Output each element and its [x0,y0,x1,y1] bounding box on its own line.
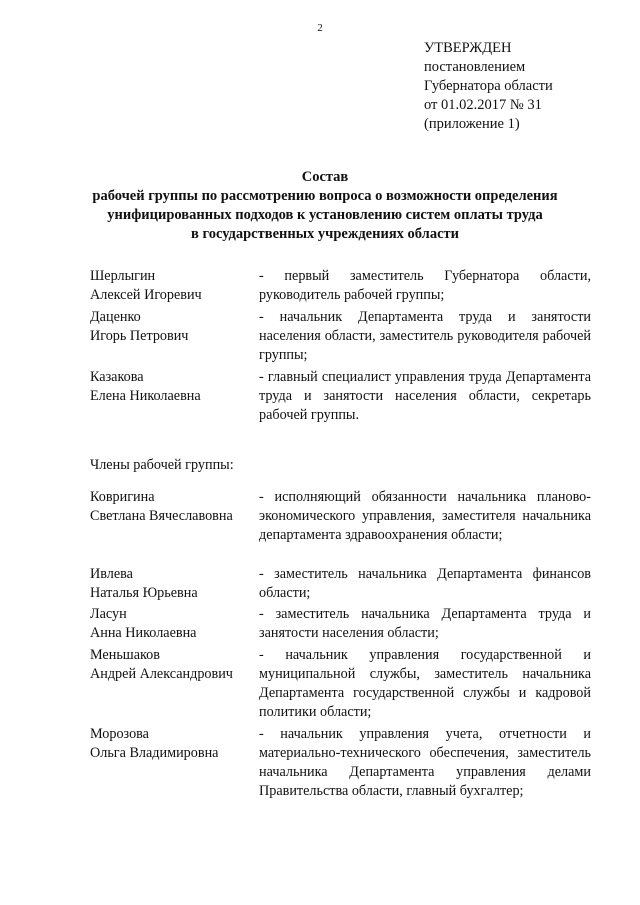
page-number: 2 [317,22,323,34]
title-line: Состав [301,169,349,185]
given-name: Елена Николаевна [90,388,201,404]
person-role: - заместитель начальника Департамента финансов области; [259,566,591,601]
given-name: Анна Николаевна [90,625,197,641]
approval-line: от 01.02.2017 № 31 [424,97,542,113]
title-line: в государственных учреждениях области [191,226,459,242]
given-name: Алексей Игоревич [90,287,202,303]
surname: Ивлева [90,566,133,582]
person-role: - исполняющий обязанности начальника планово-экономического управления, заместителя начальника департамента здравоохранения области; [259,489,591,543]
title-line: унифицированных подходов к установлению систем оплаты труда [107,207,543,223]
person-name [90,725,218,763]
person-role: - главный специалист управления труда Департамента труда и занятости населения области, секретарь рабочей группы. [259,369,591,423]
given-name: Игорь Петрович [90,328,189,344]
document-title [60,168,590,244]
person-name [90,488,233,526]
person-name [90,565,198,603]
members-heading: Члены рабочей группы: [90,457,234,473]
person-name [90,368,201,406]
given-name: Светлана Вячеславовна [90,508,233,524]
surname: Ковригина [90,489,155,505]
surname: Меньшаков [90,647,160,663]
approval-line: постановлением [424,59,526,75]
surname: Даценко [90,309,141,325]
approval-line: УТВЕРЖДЕН [424,40,512,56]
person-role: - начальник управления учета, отчетности и материально-технического обеспечения, заместитель начальника Департамента управления делами Правительства области, главный бухгалтер; [259,726,591,799]
approval-line: Губернатора области [424,78,553,94]
surname: Шерлыгин [90,268,156,284]
approval-line: (приложение 1) [424,116,520,132]
approval-stamp [424,39,553,134]
person-role: - заместитель начальника Департамента труда и занятости населения области; [259,606,591,641]
given-name: Наталья Юрьевна [90,585,198,601]
surname: Ласун [90,606,127,622]
given-name: Ольга Владимировна [90,745,219,761]
title-line: рабочей группы по рассмотрению вопроса о возможности определения [92,188,558,204]
person-role: - первый заместитель Губернатора области, руководитель рабочей группы; [259,268,591,303]
person-name [90,308,188,346]
person-name [90,267,202,305]
surname: Морозова [90,726,149,742]
person-name [90,605,196,643]
person-role: - начальник Департамента труда и занятости населения области, заместитель руководителя рабочей группы; [259,309,591,363]
given-name: Андрей Александрович [90,666,233,682]
person-role: - начальник управления государственной и муниципальной службы, заместитель начальника Департамента государственной службы и кадровой политики области; [259,647,591,720]
person-name [90,646,233,684]
surname: Казакова [90,369,144,385]
